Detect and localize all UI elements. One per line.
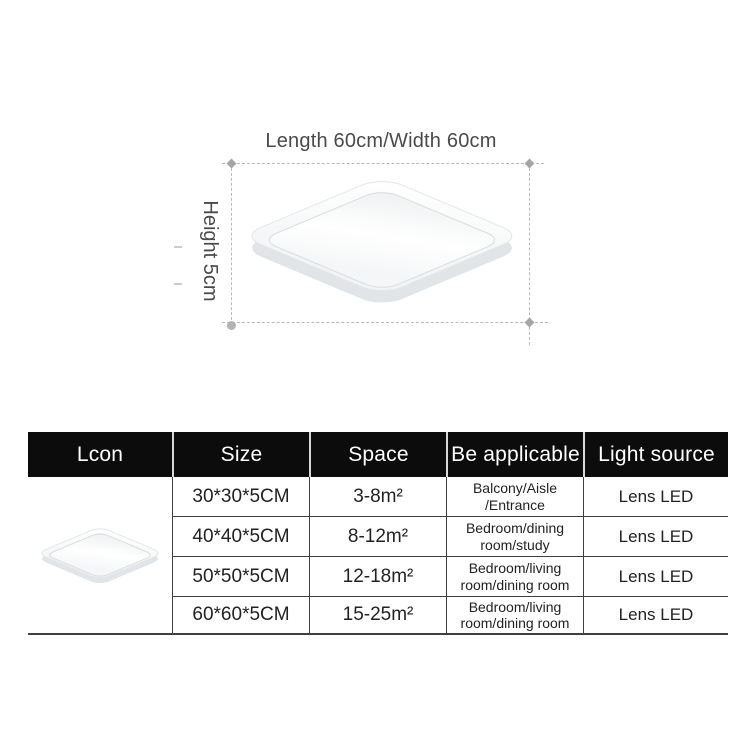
- applicable-line: room/dining room: [460, 576, 570, 593]
- applicable-line: Balcony/Aisle: [472, 480, 558, 497]
- ceiling-lamp-icon: [33, 522, 167, 589]
- lamp-icon-cell: [28, 477, 172, 635]
- length-width-label: Length 60cm/Width 60cm: [265, 130, 497, 152]
- space-cell: 3-8m²: [309, 477, 446, 516]
- ceiling-lamp-image: [233, 166, 531, 316]
- header-icon: Lcon: [28, 432, 172, 477]
- height-tick-bottom: [174, 283, 182, 285]
- applicable-cell: [446, 516, 583, 556]
- size-cell: 30*30*5CM: [172, 477, 309, 516]
- applicable-line: room/dining room: [460, 615, 570, 631]
- light-source-cell: Lens LED: [583, 516, 728, 556]
- header-light-source: Light source: [583, 432, 728, 477]
- light-source-cell: Lens LED: [583, 596, 728, 635]
- height-tick-top: [174, 246, 182, 248]
- applicable-cell: [446, 596, 583, 635]
- applicable-line: Bedroom/dining: [465, 520, 565, 537]
- applicable-line: Bedroom/living: [468, 560, 562, 577]
- header-size: Size: [172, 432, 309, 477]
- applicable-line: /Entrance: [485, 496, 545, 513]
- applicable-cell: [446, 556, 583, 596]
- space-cell: 15-25m²: [309, 596, 446, 635]
- applicable-line: Bedroom/living: [468, 598, 562, 615]
- header-applicable: Be applicable: [446, 432, 583, 477]
- dimension-marker-bottom-left: [227, 321, 236, 330]
- space-cell: 12-18m²: [309, 556, 446, 596]
- dimension-line-top: [222, 163, 544, 164]
- dimension-line-left: [231, 163, 232, 330]
- size-cell: 40*40*5CM: [172, 516, 309, 556]
- header-space: Space: [309, 432, 446, 477]
- applicable-line: room/study: [480, 536, 550, 553]
- spec-table: [28, 432, 728, 635]
- height-label: Height 5cm: [199, 200, 221, 302]
- size-cell: 60*60*5CM: [172, 596, 309, 635]
- light-source-cell: Lens LED: [583, 477, 728, 516]
- applicable-cell: [446, 477, 583, 516]
- dimension-marker-bottom-right: [525, 318, 535, 328]
- size-cell: 50*50*5CM: [172, 556, 309, 596]
- dimension-line-bottom: [222, 322, 548, 323]
- light-source-cell: Lens LED: [583, 556, 728, 596]
- space-cell: 8-12m²: [309, 516, 446, 556]
